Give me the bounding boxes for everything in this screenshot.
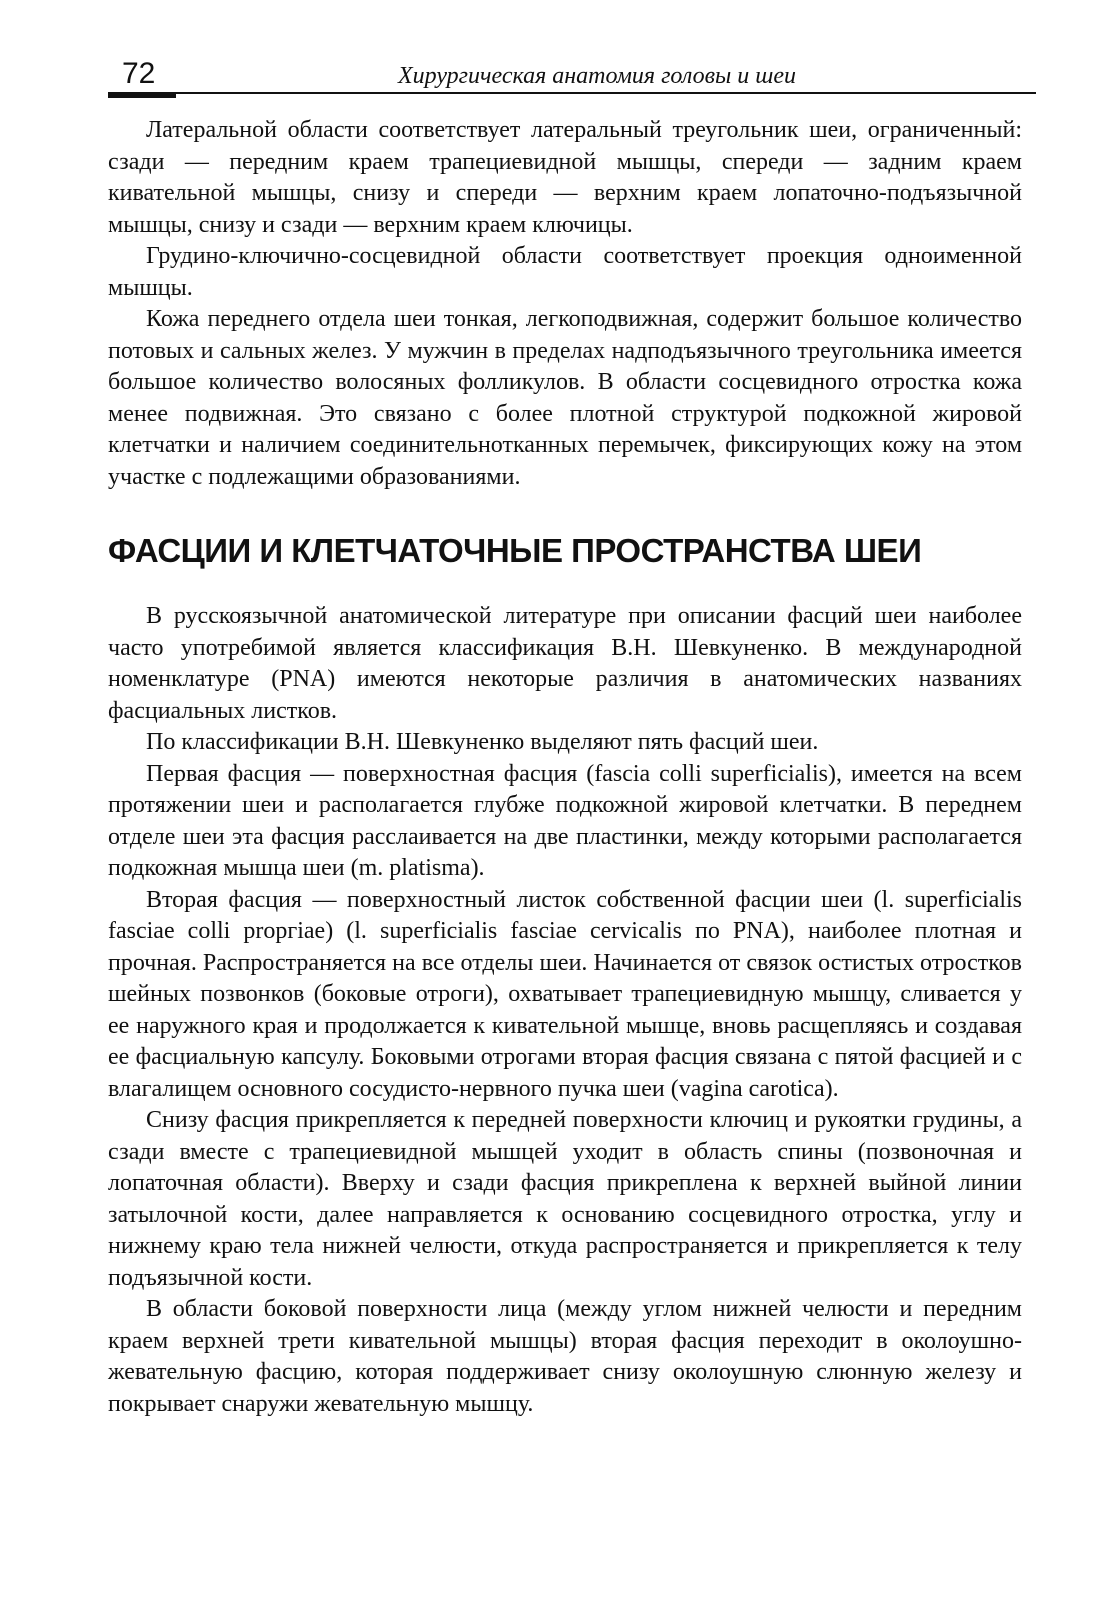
section-title: ФАСЦИИ И КЛЕТЧАТОЧНЫЕ ПРОСТРАНСТВА ШЕИ <box>108 532 922 569</box>
paragraph: В области боковой поверхности лица (между углом нижней челюсти и передним краем верхней трети кивательной мышцы) вторая фасция переходит в околоушно-жевательную фасцию, которая поддерживает снизу околоушную слюнную железу и покрывает снаружи жевательную мышцу. <box>108 1296 1022 1417</box>
paragraph: Вторая фасция — поверхностный листок собственной фасции шеи (l. superficialis fasciae colli prоргiae) (l. superficialis fasciae cervicalis по PNA), наиболее плотная и прочная. Распространяется на все отделы шеи. Начинается от связок остистых отростков шейных позвонков (боковые отроги), охватывает трапециевидную мышцу, сливается у ее наружного края и продолжается к кивательной мышце, вновь расщепляясь и создавая ее фасциальную капсулу. Боковыми отрогами вторая фасция связана с пятой фасцией и с влагалищем основного сосудисто-нервного пучка шеи (vagina carotica). <box>108 886 1022 1102</box>
running-head <box>108 52 1038 98</box>
paragraph: Грудино-ключично-сосцевидной области соответствует проекция одноименной мышцы. <box>108 243 1022 301</box>
paragraph: Латеральной области соответствует латеральный треугольник шеи, ограниченный: сзади — передним краем трапециевидной мышцы, спереди — задним краем кивательной мышцы, снизу и спереди — верхним краем лопаточно-подъязычной мышцы, снизу и сзади — верхним краем ключицы. <box>108 117 1022 238</box>
header-rule <box>108 92 1036 94</box>
page-number: 72 <box>122 57 156 90</box>
paragraph: По классификации В.Н. Шевкуненко выделяют пять фасций шеи. <box>146 729 819 755</box>
header-bar <box>108 92 176 98</box>
paragraph: Снизу фасция прикрепляется к передней поверхности ключиц и рукоятки грудины, а сзади вместе с трапециевидной мышцей уходит в область спины (позвоночная и лопаточная области). Вверху и сзади фасция прикреплена к верхней выйной линии затылочной кости, далее направляется к основанию сосцевидного отростка, углу и нижнему краю тела нижней челюсти, откуда распространяется и прикрепляется к телу подъязычной кости. <box>108 1107 1022 1291</box>
paragraph: Первая фасция — поверхностная фасция (fascia colli superficialis), имеется на всем протяжении шеи и располагается глубже подкожной жировой клетчатки. В переднем отделе шеи эта фасция расслаивается на две пластинки, между которыми располагается подкожная мышца шеи (m. platisma). <box>108 760 1022 881</box>
paragraph: В русскоязычной анатомической литературе при описании фасций шеи наиболее часто употребимой является классификация В.Н. Шевкуненко. В международной номенклатуре (PNA) имеются некоторые различия в анатомических названиях фасциальных листков. <box>108 603 1022 724</box>
paragraph: Кожа переднего отдела шеи тонкая, легкоподвижная, содержит большое количество потовых и сальных желез. У мужчин в пределах надподъязычного треугольника имеется большое количество волосяных фолликулов. В области сосцевидного отростка кожа менее подвижная. Это связано с более плотной структурой подкожной жировой клетчатки и наличием соединительнотканных перемычек, фиксирующих кожу на этом участке с подлежащими образованиями. <box>108 306 1022 490</box>
running-title: Хирургическая анатомия головы и шеи <box>398 63 797 89</box>
page-body <box>108 115 1022 1420</box>
